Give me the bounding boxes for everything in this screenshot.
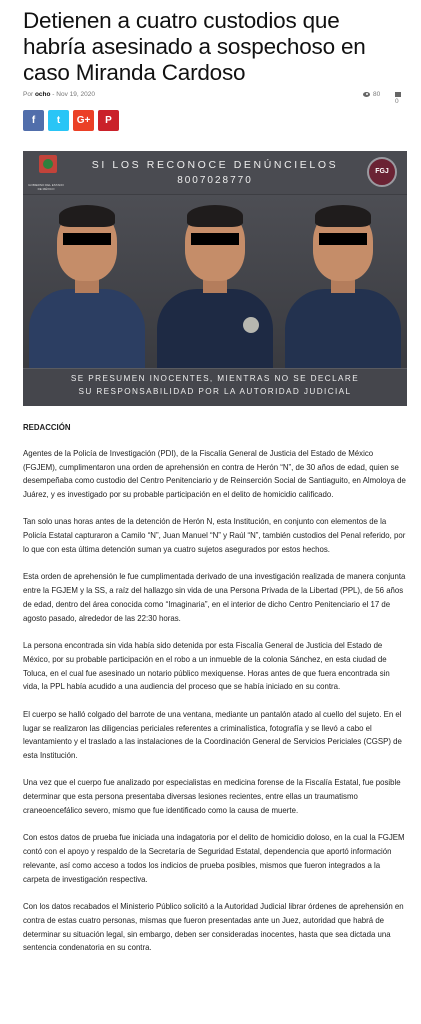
twitter-share-button[interactable]	[48, 110, 69, 131]
pinterest-icon: P	[105, 115, 112, 126]
by-prefix: Por	[23, 91, 34, 98]
censor-bar	[319, 233, 367, 245]
image-header-band	[23, 151, 407, 194]
comments-count[interactable]	[395, 91, 407, 105]
publish-date: Nov 19, 2020	[56, 91, 95, 98]
paragraph: Con estos datos de prueba fue iniciada una indagatoria por el delito de homicidio doloso, en la cual la FGJEM contó con el apoyo y respaldo de la Secretaría de Seguridad Estatal, dependencia que aportó información relevante, así como acceso a todos los indicios de prueba posibles, mismos que fueron integrados a la carpeta de investigación respectiva.	[23, 833, 405, 884]
google-plus-share-button[interactable]	[73, 110, 94, 131]
fgj-logo: FGJ	[367, 157, 397, 187]
article-title: Detienen a cuatro custodios que habría asesinado a sospechoso en caso Miranda Cardoso	[23, 8, 366, 85]
image-phone-number: 8007028770	[177, 175, 253, 186]
paragraph: El cuerpo se halló colgado del barrote de una ventana, mediante un pantalón atado al cuello del sujeto. En el lugar se realizaron las diligencias periciales referentes a criminalística, fotografía y se llevó a cabo el levantamiento y el traslado a las instalaciones de la Coordinación General de Servicios Periciales (CGSP) de esta Institución.	[23, 709, 402, 761]
article-body	[23, 421, 407, 969]
censor-bar	[63, 233, 111, 245]
suspect-photo-3	[279, 195, 407, 368]
paragraph: Agentes de la Policía de Investigación (PDI), de la Fiscalía General de Justicia del Estado de México (FGJEM), cumplimentaron una orden de aprehensión en contra de Herón “N”, de 30 años de edad, quien se desempeñaba como custodio del Centro Penitenciario y de Reinserción Social de Santiaguito, en Almoloya de Juárez, y es investigado por su probable participación en el delito de homicidio calificado.	[23, 448, 406, 500]
comment-icon	[395, 92, 401, 97]
views-count	[363, 91, 380, 98]
pinterest-share-button[interactable]	[98, 110, 119, 131]
image-footer-text	[23, 372, 407, 398]
featured-image[interactable]	[23, 151, 407, 406]
badge-icon	[243, 317, 259, 333]
section-label: REDACCIÓN	[23, 423, 71, 432]
paragraph: La persona encontrada sin vida había sido detenida por esta Fiscalía General de Justicia del Estado de México, por su probable participación en el robo a un inmueble de la colonia Sánchez, en esta ciudad de Toluca, en el cual fue asesinado un notario público mexiquense. Horas antes de que fuera encontrada sin vida, la PPL había acudido a una audiencia del proceso que se había iniciado en su contra.	[23, 641, 390, 692]
paragraph: Tan solo unas horas antes de la detención de Herón N, esta Institución, en conjunto con elementos de la Policía Estatal capturaron a Camilo “N”, Juan Manuel “N” y Raúl “N”, también custodios del Penal referido, por lo que con esta última detención suman ya cuatro sujetos asegurados por estos hechos.	[23, 517, 406, 555]
suspect-body	[29, 289, 145, 368]
eye-icon	[363, 92, 370, 97]
paragraph: Una vez que el cuerpo fue analizado por especialistas en medicina forense de la Fiscalía Estatal, fue posible determinar que esta persona presentaba diversas lesiones recientes, entre ellas un traumatismo craneoencefálico severo, mismo que fue identificado como la causa de muerte.	[23, 778, 401, 816]
article-meta	[23, 91, 407, 105]
image-banner-text: SI LOS RECONOCE DENÚNCIELOS	[91, 159, 339, 171]
footer-line-1: SE PRESUMEN INOCENTES, MIENTRAS NO SE DECLARE	[70, 374, 360, 383]
paragraph: Esta orden de aprehensión le fue cumplimentada derivado de una investigación realizada de manera conjunta entre la FGJEM y la SS, a raíz del hallazgo sin vida de una Persona Privada de la Libertad (PPL), de 56 años de edad, dentro del área conocida como “Imaginaria”, en el interior de dicho Centro Penitenciario el 17 de agosto pasado, alrededor de las 22:30 horas.	[23, 572, 406, 623]
facebook-icon: f	[31, 115, 36, 126]
views-value: 80	[373, 91, 381, 98]
footer-line-2: SU RESPONSABILIDAD POR LA AUTORIDAD JUDICIAL	[78, 387, 352, 396]
censor-bar	[191, 233, 239, 245]
byline	[23, 91, 95, 98]
google-plus-icon: G+	[76, 115, 91, 126]
edomex-logo-text: GOBIERNO DEL ESTADO DE MÉXICO	[28, 183, 64, 191]
author-link[interactable]: ocho	[34, 91, 51, 98]
suspect-body	[285, 289, 401, 368]
suspect-photo-1	[23, 195, 151, 368]
paragraph: Con los datos recabados el Ministerio Público solicitó a la Autoridad Judicial librar órdenes de aprehensión en contra de estas cuatro personas, mismas que fueron presentadas ante un Juez, autoridad que habrá de determinar su situación legal, sin embargo, deben ser consideradas inocentes, hasta que sea dictada una sentencia condenatoria en su contra.	[23, 902, 404, 953]
comments-value: 0	[395, 98, 399, 105]
suspect-photo-2	[151, 195, 279, 368]
facebook-share-button[interactable]	[23, 110, 44, 131]
byline-separator: -	[52, 91, 55, 98]
twitter-icon: t	[56, 115, 61, 126]
